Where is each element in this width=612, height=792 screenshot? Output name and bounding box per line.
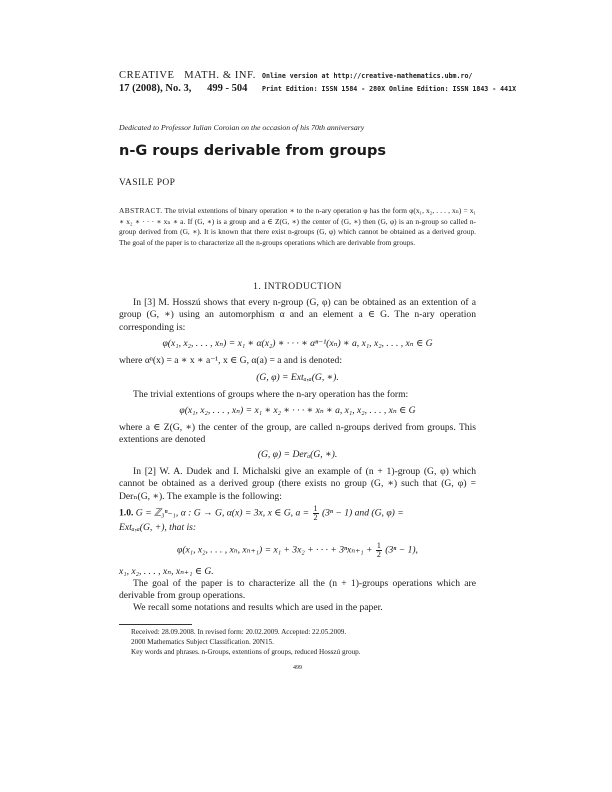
journal-name: CREATIVE MATH. & INF. (119, 70, 256, 81)
footnote-msc: 2000 Mathematics Subject Classification. 20N15. (131, 638, 274, 646)
equation-5: φ(x₁, x₂, . . . , xₙ, xₙ₊₁) = x₁ + 3x₂ + · · · + 3ⁿxₙ₊₁ + $\frac{1}{2}$ (3ⁿ − 1), (177, 541, 418, 559)
paragraph-7: The goal of the paper is to characterize all the (n + 1)-groups operations which are derivable from group operations. (119, 578, 476, 602)
issue-info: 17 (2008), No. 3, 499 - 504 (119, 83, 248, 94)
paragraph-3: The trivial extentions of groups where the n-ary operation has the form: (133, 389, 409, 400)
dedication: Dedicated to Professor Iulian Coroian on the occasion of his 70th anniversary (119, 123, 365, 132)
example-text-c: Extₐ,ₐ(G, +), that is: (119, 522, 197, 533)
journal-header (119, 69, 256, 95)
example-label: 1.0. (119, 507, 134, 519)
example-1-0 (119, 505, 476, 534)
fraction-half-2: $\frac{1}{2}$ (376, 541, 381, 559)
equation-1: φ(x₁, x₂, . . . , xₙ) = x₁ ∗ α(x₂) ∗ · · · ∗ αⁿ⁻¹(xₙ) ∗ a, x₁, x₂, . . . , xₙ ∈ G (162, 338, 433, 349)
paragraph-2: where αⁿ(x) = a ∗ x ∗ a⁻¹, x ∈ G, α(a) = a and is denoted: (119, 355, 343, 366)
print-edition: Print Edition: ISSN 1584 - 280X Online Edition: ISSN 1843 - 441X (262, 85, 517, 93)
example-text-b: (3ⁿ − 1) and (G, φ) = (321, 507, 404, 519)
equation-4: (G, φ) = Derₐ(G, ∗). (257, 449, 338, 460)
online-version: Online version at http://creative-mathematics.ubm.ro/ (262, 72, 473, 80)
paragraph-6: x₁, x₂, . . . , xₙ, xₙ₊₁ ∈ G. (119, 566, 214, 577)
paragraph-5: In [2] W. A. Dudek and I. Michalski give an example of (n + 1)-group (G, φ) which cannot be obtained as a derived group (there exists no group (G, ∗) such that (G, φ) = Derₙ(G, ∗). The example is the following: (119, 466, 476, 502)
paper-title: n-G roups derivable from groups (119, 143, 386, 159)
equation-3: φ(x₁, x₂, . . . , xₙ) = x₁ ∗ x₂ ∗ · · · ∗ xₙ ∗ a, x₁, x₂, . . . , xₙ ∈ G (179, 405, 416, 416)
section-title: 1. INTRODUCTION (253, 282, 342, 292)
page-number: 499 (293, 665, 302, 671)
edition-info (262, 70, 516, 96)
paragraph-8: We recall some notations and results which are used in the paper. (133, 602, 383, 613)
footnote-rule (119, 624, 192, 625)
equation-2: (G, φ) = Extₐ,ₐ(G, ∗). (256, 372, 339, 383)
author-name: VASILE POP (119, 178, 176, 188)
paragraph-1: In [3] M. Hosszú shows that every n-group (G, φ) can be obtained as an extention of a group (G, ∗) using an automorphism α and an element a ∈ G. The n-ary operation corresponding is: (119, 297, 476, 333)
abstract-lead: ABSTRACT. (119, 206, 163, 215)
abstract-text: The trivial extentions of binary operation ∗ to the n-ary operation φ has the form φ(x₁, x₂, . . . , xₙ) = x₁ ∗ x₂ ∗ · · · ∗ xₙ ∗ a. If (G, ∗) is a group and a ∈ Z(G, ∗) the center of (G, ∗) then (G, φ) is an n-group so called n-group derived from (G, ∗). It is known that there exist n-groups (G, φ) which cannot be obtained as a derived group. The goal of the paper is to characterize all the n-groups operations which are derivable from groups. (119, 206, 476, 247)
example-text-a: G = ℤ₃ⁿ₋₁, α : G → G, α(x) = 3x, x ∈ G, a = (135, 507, 310, 519)
fraction-half: $\frac{1}{2}$ (313, 504, 318, 522)
abstract (119, 206, 476, 248)
paragraph-4: where a ∈ Z(G, ∗) the center of the group, are called n-groups derived from groups. This extentions are denoted (119, 422, 476, 446)
footnote-received: Received: 28.09.2008. In revised form: 20.02.2009. Accepted: 22.05.2009. (131, 628, 347, 636)
footnote-keywords: Key words and phrases. n-Groups, extentions of groups, reduced Hosszú group. (131, 648, 361, 656)
